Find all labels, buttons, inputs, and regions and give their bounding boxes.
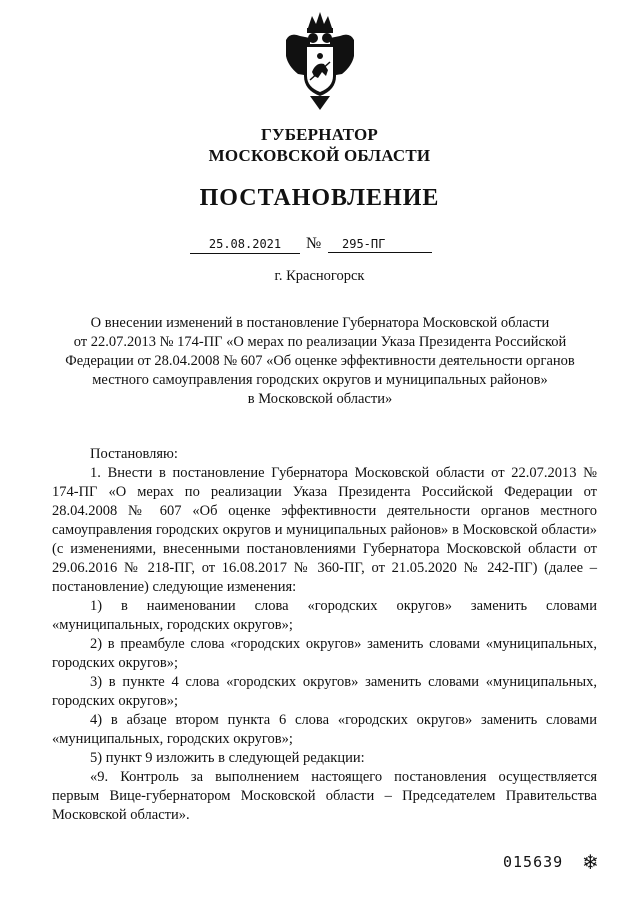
coat-of-arms-icon [280,10,360,114]
title-line: от 22.07.2013 № 174-ПГ «О мерах по реализации Указа Президента Российской [73,334,567,350]
body-paragraph-item-1: 1) в наименовании слова «городских округов» заменить словами «муниципальных, городских округов»; [52,598,597,633]
body-paragraph-quote: «9. Контроль за выполнением настоящего постановления осуществляется первым Вице-губернатором Московской области – Председателем Правительства Московской области». [52,769,597,823]
document-type-heading: ПОСТАНОВЛЕНИЕ [199,185,440,211]
body-paragraph-item-5: 5) пункт 9 изложить в следующей редакции: [90,750,365,766]
document-date: 25.08.2021 [190,236,300,254]
document-number: 295-ПГ [328,236,432,253]
document-title-block [60,314,580,409]
document-body [52,445,597,825]
body-paragraph-1: 1. Внести в постановление Губернатора Московской области от 22.07.2013 № 174-ПГ «О мерах по реализации Указа Президента Российской Федерации от 28.04.2008 № 607 «Об оценке эффективности деятельности органов местного самоуправления городских округов и муниципальных районов» в Московской области» (с изменениями, внесенными постановлениями Губернатора Московской области от 29.06.2016 № 218-ПГ, от 16.08.2017 № 360-ПГ, от 21.05.2020 № 242-ПГ) (далее – постановление) следующие изменения: [52,465,597,595]
body-paragraph-item-3: 3) в пункте 4 слова «городских округов» заменить словами «муниципальных, городских округов»; [52,674,597,709]
body-intro: Постановляю: [90,446,178,462]
document-city: г. Красногорск [274,268,365,284]
snowflake-mark-icon: ❄ [582,852,599,874]
body-paragraph-item-4: 4) в абзаце втором пункта 6 слова «городских округов» заменить словами «муниципальных, городских округов»; [52,712,597,747]
title-line: Федерации от 28.04.2008 № 607 «Об оценке эффективности деятельности органов [65,353,575,369]
body-paragraph-item-2: 2) в преамбуле слова «городских округов» заменить словами «муниципальных, городских округов»; [52,636,597,671]
title-line: местного самоуправления городских округов и муниципальных районов» [92,372,548,388]
authority-title-line-2: МОСКОВСКОЙ ОБЛАСТИ [208,146,431,165]
authority-title-line-1: ГУБЕРНАТОР [261,125,378,144]
title-line: О внесении изменений в постановление Губернатора Московской области [90,315,550,331]
title-line: в Московской области» [247,391,393,407]
document-meta-row [0,236,639,258]
number-sign: № [306,235,322,252]
document-serial-number: 015639 [503,853,564,871]
